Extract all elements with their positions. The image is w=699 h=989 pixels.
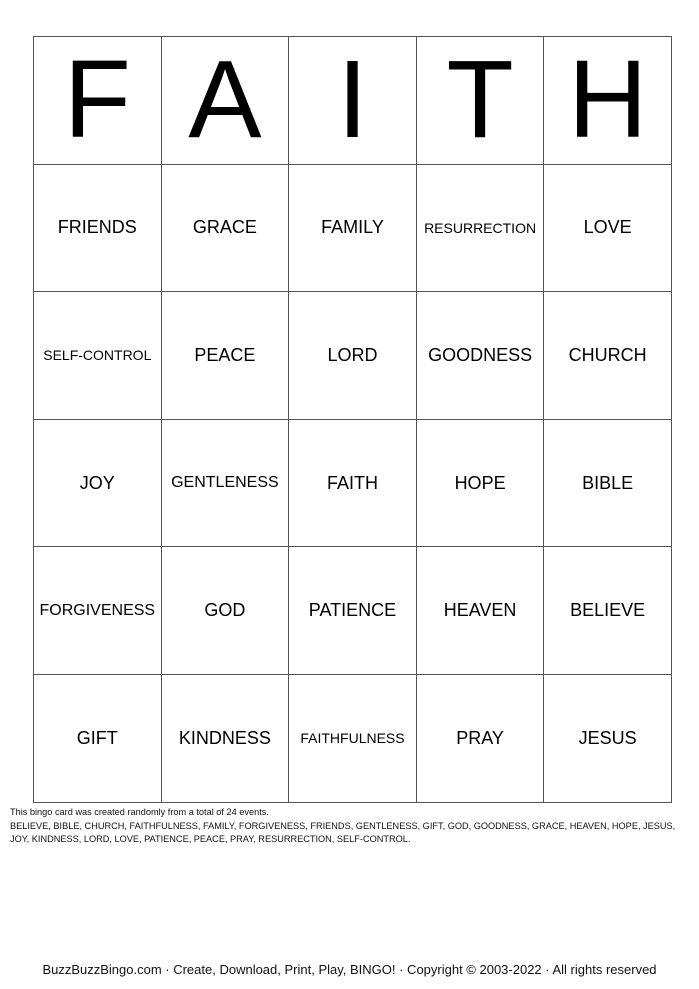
bingo-cell: FAITH: [289, 419, 417, 547]
bingo-cell: CHURCH: [544, 292, 672, 420]
bingo-cell: GIFT: [34, 674, 162, 802]
bingo-cell: SELF-CONTROL: [34, 292, 162, 420]
bingo-cell: JOY: [34, 419, 162, 547]
footer-copyright: BuzzBuzzBingo.com · Create, Download, Print, Play, BINGO! · Copyright © 2003-2022 · All rights reserved: [42, 962, 657, 977]
bingo-cell: KINDNESS: [161, 674, 289, 802]
bingo-cell: LORD: [289, 292, 417, 420]
bingo-cell: FAITHFULNESS: [289, 674, 417, 802]
bingo-cell: FORGIVENESS: [34, 547, 162, 675]
bingo-cell: FRIENDS: [34, 164, 162, 292]
bingo-cell: LOVE: [544, 164, 672, 292]
card-row: [34, 419, 672, 547]
notes-summary: This bingo card was created randomly from a total of 24 events.: [10, 807, 269, 817]
bingo-cell: HOPE: [416, 419, 544, 547]
card-row: [34, 674, 672, 802]
bingo-cell: JESUS: [544, 674, 672, 802]
bingo-cell: GOODNESS: [416, 292, 544, 420]
header-letter: I: [289, 37, 417, 165]
header-letter: A: [161, 37, 289, 165]
bingo-card: [33, 36, 672, 803]
bingo-cell: BIBLE: [544, 419, 672, 547]
bingo-cell: PRAY: [416, 674, 544, 802]
card-row: [34, 547, 672, 675]
bingo-cell: GRACE: [161, 164, 289, 292]
bingo-cell: PEACE: [161, 292, 289, 420]
card-row: [34, 292, 672, 420]
bingo-cell: BELIEVE: [544, 547, 672, 675]
header-letter: H: [544, 37, 672, 165]
bingo-cell: FAMILY: [289, 164, 417, 292]
header-row: [34, 37, 672, 165]
bingo-cell: HEAVEN: [416, 547, 544, 675]
bingo-cell: RESURRECTION: [416, 164, 544, 292]
notes-word-list: BELIEVE, BIBLE, CHURCH, FAITHFULNESS, FAMILY, FORGIVENESS, FRIENDS, GENTLENESS, GIFT, GOD, GOODNESS, GRACE, HEAVEN, HOPE, JESUS, JOY, KINDNESS, LORD, LOVE, PATIENCE, PEACE, PRAY, RESURRECTION, SELF-CONTROL.: [10, 820, 676, 844]
header-letter: F: [34, 37, 162, 165]
bingo-cell: PATIENCE: [289, 547, 417, 675]
bingo-cell: GENTLENESS: [161, 419, 289, 547]
bingo-cell: GOD: [161, 547, 289, 675]
card-row: [34, 164, 672, 292]
card-notes: [10, 806, 690, 847]
header-letter: T: [416, 37, 544, 165]
